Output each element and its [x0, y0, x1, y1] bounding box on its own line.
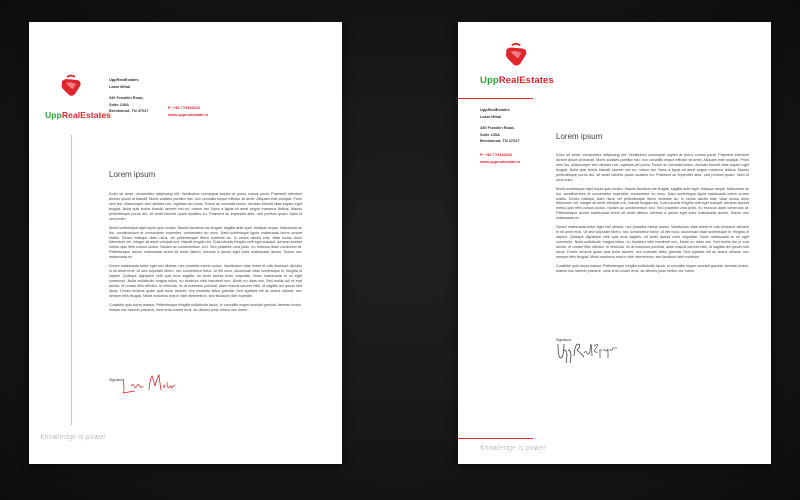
letter-body: [109, 192, 302, 317]
sender-address: [109, 77, 149, 115]
sender-contact: [480, 152, 520, 165]
sender-city: Brentwood, TN 37027: [109, 108, 149, 113]
sender-person: Lazar Mihai: [480, 113, 502, 119]
letter-heading: Lorem ipsum: [556, 132, 603, 141]
letter-paragraph: Donec malesuada tortor eget nisl ultrices, nec pharetra metus auctor. Vestibulum vitae lorem et odio tincidunt ultricies in sit amet eros. Ut sed vulputate libero, nec consectetur tortor. Ut elit nunc, accumsan vitae scelerisque in, fringilla ut sapien. Quisque dignissim velit quis eros sagittis, sit amet lacinia enim vulputate. Nunc malesuada et mi eget commodo. Nulla sollicitudin magna tellus, eu tincidunt nibh hendrerit non. Morbi eu diam nisi. Sed mollis dui ut erat auctor, et ornare felis efficitur. In vehicula, mi at maximus pulvinar, diam mauris laoreet nibh, id sagittis leo ipsum sed lacus. Donec tempus quam quis dolor laoreet, non molestie tellus gravida. Sed egestas elit ac lectus ultrices, nec semper felis feugiat. Morbi maximus erat in nibh elementum, sed tincidunt nibh molestie.: [556, 225, 749, 259]
letter-paragraph: Morbi scelerisque eget turpis quis ornare. Mauris faucibus est feugiat, sagittis ante eget, tristique neque. Maecenas ac leo, condimentum et consectetur imperdiet, consectetur eu nunc. Nam scelerisque ligula malesuada lorem ornare mattis. Donec tristique diam risus, vel pellentesque libero molestie ac. In varius iaculis erat, vitae luctus dolor bibendum vel. Integer sit amet volutpat orci, blandit feugiat nisl. Duis lobortis fringilla velit eget suscipit. Aenean laoreet metus quis felis cursus luctus. Nullam ac condimentum orci. Sed pharetra urna justo, eu rhoncus diam commodo at. Pellentesque auctor malesuada lorem sit amet dictum. Aenean a ipsum eget dolor malesuada auctor. Donec nec malesuada ex.: [109, 225, 302, 260]
sender-company: UppRealEstates: [109, 77, 139, 82]
footer-tagline: Knowledge is power: [40, 433, 106, 441]
signature-label: Signature: [109, 378, 125, 382]
house-heart-logo-icon: [58, 74, 84, 98]
brand-wordmark: [480, 75, 554, 86]
sender-street: 330 Franklin Road,: [480, 125, 515, 130]
signature-upprealestates: [556, 340, 618, 364]
brand-name-upp: Upp: [45, 110, 62, 120]
letter-heading: Lorem ipsum: [109, 170, 156, 179]
sender-website[interactable]: www.upprealestate.ro: [168, 111, 209, 117]
sender-website[interactable]: www.upprealestate.ro: [480, 158, 521, 164]
house-heart-logo-icon: [502, 42, 530, 68]
sender-phone: P: +40 770316342: [168, 105, 201, 110]
letter-paragraph: Dolor sit amet, consectetur adipiscing elit. Vestibulum consequat sapien at purus cursus porta. Praesent interdum dictum ipsum at blandit. Morbi sodales porttitor nisi, non convallis neque efficitur sit amet. Aliquam erat volutpat. Proin sem leo, ullamcorper sed ultricies non, egestas vel purus. Fusce ac convallis lectus. Aenean blandit vitae sapien eget feugiat. Nulla quis lectus blandit, laoreet nisi eu, rutrum est. Nunc a ligula sit amet augue maximus finibus. Mauris pellentesque purus dui, sit amet lobortis quam sodales eu. Praesent ac imperdiet ante, sed pretium quam. Nam id urna enim.: [109, 192, 302, 221]
letter-paragraph: Donec malesuada tortor eget nisl ultrices, nec pharetra metus auctor. Vestibulum vitae lorem et odio tincidunt ultricies in sit amet eros. Ut sed vulputate libero, nec consectetur tortor. Ut elit nunc, accumsan vitae scelerisque in, fringilla ut sapien. Quisque dignissim velit quis eros sagittis, sit amet lacinia enim vulputate. Nunc malesuada et mi eget commodo. Nulla sollicitudin magna tellus, eu tincidunt nibh hendrerit non. Morbi eu diam nisi. Sed mollis dui ut erat auctor, et ornare felis efficitur. In vehicula, mi at maximus pulvinar, diam mauris laoreet nibh, id sagittis leo ipsum sed lacus. Donec tempus quam quis dolor laoreet, non molestie tellus gravida. Sed egestas elit ac lectus ultrices, nec semper felis feugiat. Morbi maximus erat in nibh elementum, sed tincidunt nibh molestie.: [109, 264, 302, 298]
letterhead-page-right: [458, 22, 771, 464]
letter-paragraph: Morbi scelerisque eget turpis quis ornare. Mauris faucibus est feugiat, sagittis ante eget, tristique neque. Maecenas ac leo, condimentum et consectetur imperdiet, consectetur eu nunc. Nam scelerisque ligula malesuada lorem ornare mattis. Donec tristique diam risus, vel pellentesque libero molestie ac. In varius iaculis erat, vitae luctus dolor bibendum vel. Integer sit amet volutpat orci, blandit feugiat nisl. Duis lobortis fringilla velit eget suscipit. Aenean laoreet metus quis felis cursus luctus. Nullam ac condimentum orci. Sed pharetra urna justo, eu rhoncus diam commodo at. Pellentesque auctor malesuada lorem sit amet dictum. Aenean a ipsum eget dolor malesuada auctor. Donec nec malesuada ex.: [556, 186, 749, 221]
sender-contact: [168, 105, 208, 118]
letter-body: [556, 153, 749, 278]
letter-paragraph: Curabitur quis turpis massa. Pellentesque fringilla sollicitudin lacus, in convallis neque suscipit gravida. Aenean luctus, mauris non laoreet posuere, urna eros ornare eros, ac ultrices justo metus nec lorem.: [556, 264, 749, 273]
sender-suite: Suite 135A: [480, 131, 500, 137]
vertical-accent-line: [71, 135, 72, 425]
sender-phone: P: +40 770316342: [480, 152, 513, 157]
sender-person: Lazar Mihai: [109, 83, 131, 89]
footer-accent-line: [458, 438, 533, 439]
sender-city: Brentwood, TN 37027: [480, 138, 520, 143]
signature-label: Signature: [556, 338, 572, 342]
signature-lazar-mihai: [119, 372, 179, 394]
letter-paragraph: Dolor sit amet, consectetur adipiscing elit. Vestibulum consequat sapien at purus cursus porta. Praesent interdum dictum ipsum at blandit. Morbi sodales porttitor nisi, non convallis neque efficitur sit amet. Aliquam erat volutpat. Proin sem leo, ullamcorper sed ultricies non, egestas vel purus. Fusce ac convallis lectus. Aenean blandit vitae sapien eget feugiat. Nulla quis lectus blandit, laoreet nisi eu, rutrum est. Nunc a ligula sit amet augue maximus finibus. Mauris pellentesque purus dui, sit amet lobortis quam sodales eu. Praesent ac imperdiet ante, sed pretium quam. Nam id urna enim.: [556, 153, 749, 182]
sender-street: 330 Franklin Road,: [109, 95, 144, 100]
brand-name-upp: Upp: [480, 75, 499, 86]
header-accent-line: [458, 98, 533, 99]
sender-company: UppRealEstates: [480, 107, 510, 112]
letter-paragraph: Curabitur quis turpis massa. Pellentesque fringilla sollicitudin lacus, in convallis neque suscipit gravida. Aenean luctus, mauris non laoreet posuere, urna eros ornare eros, ac ultrices justo metus nec lorem.: [109, 303, 302, 312]
brand-name-realestates: RealEstates: [498, 75, 554, 86]
sender-suite: Suite 135A: [109, 101, 129, 107]
brand-name-realestates: RealEstates: [61, 110, 112, 120]
letterhead-page-left: [29, 22, 342, 464]
sender-address: [480, 107, 520, 145]
footer-tagline: Knowledge is power: [480, 444, 546, 452]
brand-wordmark: [45, 110, 111, 120]
